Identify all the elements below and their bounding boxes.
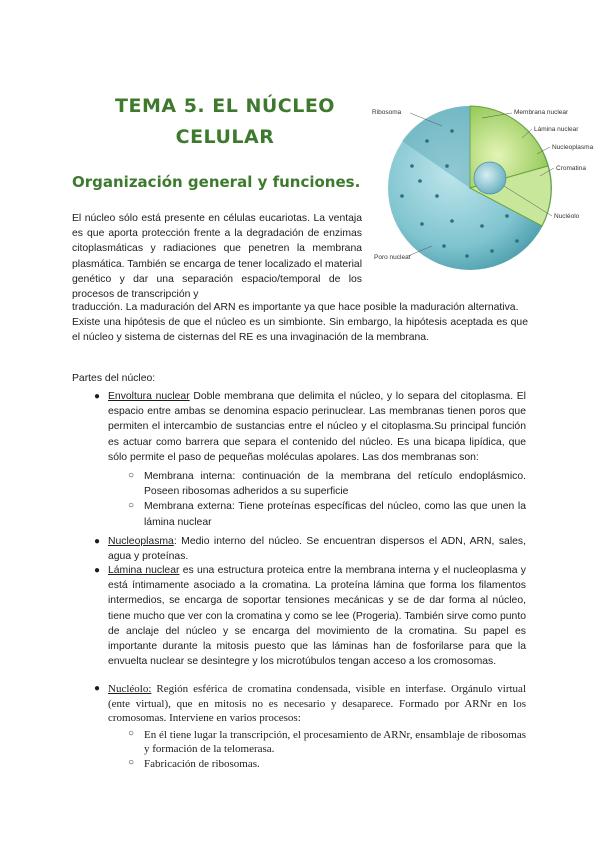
- bullet-icon: ●: [94, 683, 101, 694]
- section-subtitle: Organización general y funciones.: [72, 173, 361, 191]
- circle-bullet-icon: ○: [128, 756, 135, 768]
- list-item: [94, 563, 526, 669]
- bullet-icon: ●: [94, 565, 101, 576]
- parts-list-4: [94, 682, 526, 772]
- nucleolus-sphere: [474, 162, 506, 194]
- intro-continuation: [72, 300, 528, 346]
- list-item: [94, 682, 526, 772]
- page-title-line-1: TEMA 5. EL NÚCLEO: [115, 95, 335, 117]
- parts-list-3: [94, 563, 526, 669]
- bullet-icon: ●: [94, 391, 101, 402]
- intro-paragraph-continuation: traducción. La maduración del ARN es importante ya que hace posible la maduración alternativa.: [72, 302, 519, 313]
- list-item: [94, 534, 526, 564]
- bullet-icon: ●: [94, 536, 101, 547]
- nucleoplasma-text: : Medio interno del núcleo. Se encuentran dispersos el ADN, ARN, sales, agua y proteínas.: [108, 536, 526, 563]
- envoltura-text: Doble membrana que delimita el núcleo, y lo separa del citoplasma. El espacio entre ambas se denomina espacio perinuclear. Las membranas tienen poros que permiten el intercambio de sustancias entre el núcleo y el citoplasma.Su principal función es actuar como barrera que separa el contenido del núcleo. Es una bicapa lipídica, que sólo permite el paso de pequeñas moléculas apolares. Las dos membranas son:: [108, 391, 526, 463]
- label-nucleolo: Nucléolo: [554, 213, 580, 220]
- circle-bullet-icon: ○: [128, 470, 135, 482]
- lamina-text: es una estructura proteica entre la membrana interna y el nucleoplasma y está íntimamente asociado a la cromatina. La proteína lámina que forma los filamentos intermedios, se encarga de soportar tensiones mecánicas y se de dar forma al núcleo, tiene mucho que ver con la cromatina y como se lee (Progeria). También sirve como punto de anclaje del núcleo y se encarga del movimiento de la cromatina. Su papel es importante durante la mitosis puesto que las láminas han de fosforilarse para que la envuelta nuclear se desintegre y los microtúbulos tengan acceso a los cromosomas.: [108, 565, 526, 668]
- parts-list-2: [94, 534, 526, 564]
- term-nucleoplasma: Nucleoplasma: [108, 536, 174, 547]
- list-item: ○ Membrana externa: Tiene proteínas específicas del núcleo, como las que unen la lámina nuclear: [128, 500, 526, 528]
- label-cromatina: Cromatina: [556, 165, 586, 172]
- list-item: ○ Membrana interna: continuación de la membrana del retículo endoplásmico. Poseen ribosomas adheridos a su superficie: [128, 470, 526, 498]
- circle-bullet-icon: ○: [128, 727, 135, 739]
- list-item: [94, 389, 526, 530]
- page-title-line-2: CELULAR: [175, 126, 275, 148]
- nucleus-diagram: [372, 96, 600, 274]
- label-poro-nuclear: Poro nuclear: [374, 254, 411, 261]
- circle-bullet-icon: ○: [128, 500, 135, 512]
- label-membrana-nuclear: Membrana nuclear: [514, 109, 569, 116]
- envoltura-sublist: [128, 469, 526, 530]
- list-item: ○ Fabricación de ribosomas.: [128, 756, 260, 770]
- label-nucleoplasma: Nucleoplasma: [552, 144, 594, 151]
- term-lamina: Lámina nuclear: [108, 565, 180, 576]
- intro-paragraph: El núcleo sólo está presente en células eucariotas. La ventaja es que aporta protección frente a la degradación de enzimas citoplasmáticas y radiaciones que penetren la membrana plasmática. También se encarga de tener localizado el material genético y dar una separación espacio/temporal de los procesos de transcripción y: [72, 213, 362, 301]
- hypothesis-paragraph: Existe una hipótesis de que el núcleo es un simbionte. Sin embargo, la hipótesis aceptada es que el núcleo y sistema de cisternas del RE es una invaginación de la membrana.: [72, 317, 528, 344]
- nucleolo-sublist: [128, 727, 526, 772]
- parts-heading: Partes del núcleo:: [72, 373, 156, 384]
- label-lamina-nuclear: Lámina nuclear: [534, 126, 579, 133]
- term-nucleolo: Nucléolo:: [108, 683, 152, 695]
- nucleolo-text: Región esférica de cromatina condensada, visible en interfase. Orgánulo virtual (ente virtual), que en mitosis no es necesario y desaparece. Formado por ARNr en los cromosomas. Interviene en varios procesos:: [108, 683, 526, 725]
- parts-list: [94, 389, 526, 530]
- term-envoltura: Envoltura nuclear: [108, 391, 190, 402]
- list-item: ○ En él tiene lugar la transcripción, el procesamiento de ARNr, ensamblaje de ribosomas y formación de la telomerasa.: [128, 727, 526, 756]
- label-ribosoma: Ribosoma: [372, 109, 402, 116]
